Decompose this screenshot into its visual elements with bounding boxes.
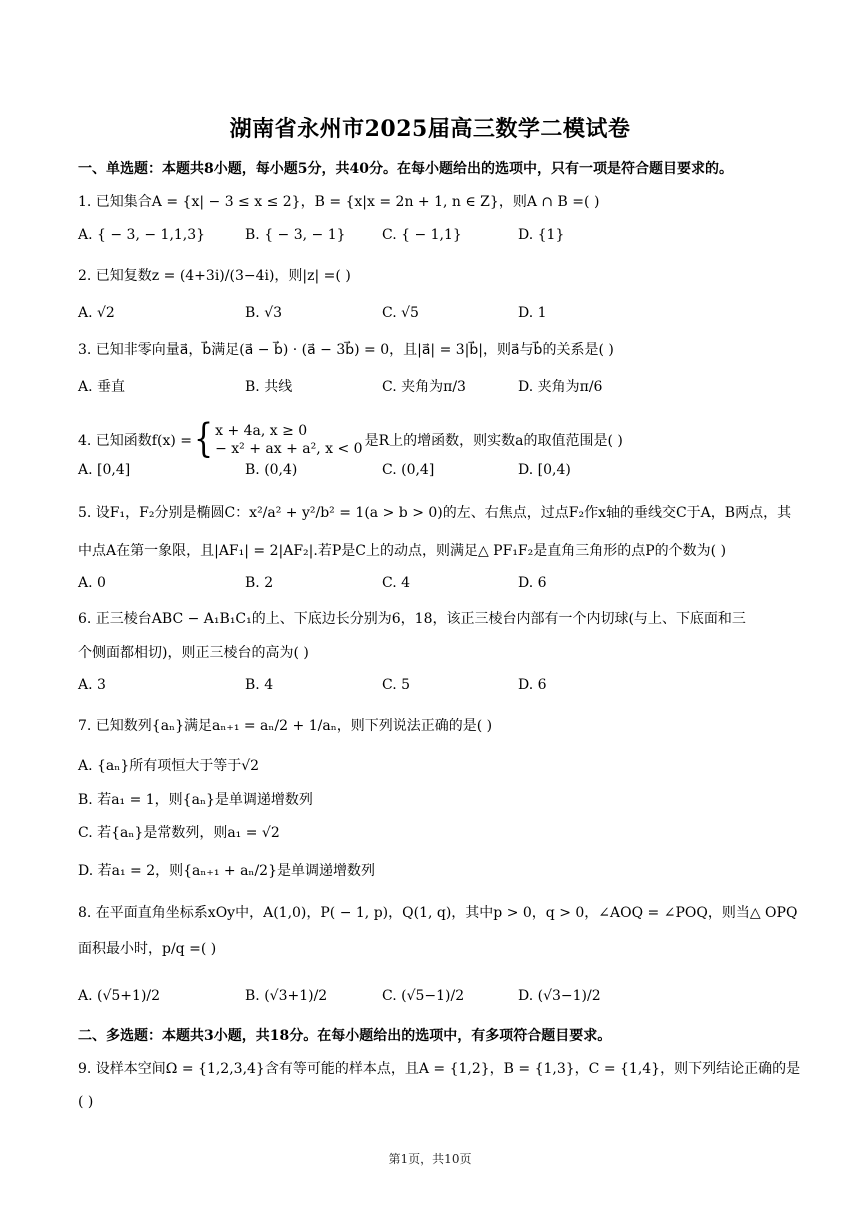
question-5-option-a: A. 0 xyxy=(78,575,106,591)
question-6-option-d: D. 6 xyxy=(518,677,547,693)
question-5-option-d: D. 6 xyxy=(518,575,547,591)
question-9-line-1: 9. 设样本空间Ω = {1,2,3,4}含有等可能的样本点，且A = {1,2}，B = {1,3}，C = {1,4}，则下列结论正确的是 xyxy=(78,1061,801,1077)
question-6-line-2: 个侧面都相切)，则正三棱台的高为( ) xyxy=(78,645,309,661)
question-1-option-d: D. {1} xyxy=(518,227,565,243)
question-3-option-c: C. 夹角为π/3 xyxy=(382,379,466,395)
question-6-option-c: C. 5 xyxy=(382,677,411,693)
page-footer: 第1页，共10页 xyxy=(388,1152,472,1166)
question-1-stem: 1. 已知集合A = {x| − 3 ≤ x ≤ 2}，B = {x|x = 2n + 1, n ∈ Z}，则A ∩ B =( ) xyxy=(78,194,600,210)
question-1-option-b: B. { − 3, − 1} xyxy=(245,227,346,243)
question-6-option-b: B. 4 xyxy=(245,677,274,693)
question-4-stem-prefix: 4. 已知函数f(x) = xyxy=(78,433,192,449)
question-3-stem: 3. 已知非零向量a⃗，b⃗满足(a⃗ − b⃗) · (a⃗ − 3b⃗) = 0，且|a⃗| = 3|b⃗|，则a⃗与b⃗的关系是( ) xyxy=(78,342,614,358)
question-4-option-a: A. [0,4] xyxy=(78,462,131,478)
question-8-line-2: 面积最小时，p/q =( ) xyxy=(78,941,217,957)
question-4-option-b: B. (0,4) xyxy=(245,462,298,478)
question-5-option-c: C. 4 xyxy=(382,575,411,591)
question-5-option-b: B. 2 xyxy=(245,575,274,591)
question-3-option-a: A. 垂直 xyxy=(78,379,126,395)
question-2-option-c: C. √5 xyxy=(382,305,419,321)
question-4-option-c: C. (0,4] xyxy=(382,462,435,478)
question-4-stem xyxy=(78,416,623,463)
question-8-option-b: B. (√3+1)/2 xyxy=(245,988,328,1004)
question-3-option-b: B. 共线 xyxy=(245,379,293,395)
page-title: 湖南省永州市2025届高三数学二模试卷 xyxy=(229,116,631,142)
piecewise-brace: { xyxy=(194,416,214,463)
question-6-option-a: A. 3 xyxy=(78,677,106,693)
question-2-stem: 2. 已知复数z = (4+3i)/(3−4i)，则|z| =( ) xyxy=(78,268,351,284)
question-5-line-2: 中点A在第一象限，且|AF₁| = 2|AF₂|.若P是C上的动点，则满足△ PF₁F₂是直角三角形的点P的个数为( ) xyxy=(78,543,727,559)
question-6-line-1: 6. 正三棱台ABC − A₁B₁C₁的上、下底边长分别为6，18，该正三棱台内部有一个内切球(与上、下底面和三 xyxy=(78,611,746,627)
question-7-stem: 7. 已知数列{aₙ}满足aₙ₊₁ = aₙ/2 + 1/aₙ，则下列说法正确的是( ) xyxy=(78,718,493,734)
question-4-stem-suffix: 是R上的增函数，则实数a的取值范围是( ) xyxy=(364,433,623,449)
question-2-option-a: A. √2 xyxy=(78,305,115,321)
question-8-option-a: A. (√5+1)/2 xyxy=(78,988,161,1004)
question-1-option-a: A. { − 3, − 1,1,3} xyxy=(78,227,206,243)
piecewise-case-1: x + 4a, x ≥ 0 xyxy=(215,423,308,439)
piecewise-cases xyxy=(215,422,363,458)
question-5-line-1: 5. 设F₁，F₂分别是椭圆C：x²/a² + y²/b² = 1(a > b > 0)的左、右焦点，过点F₂作x轴的垂线交C于A，B两点，其 xyxy=(78,505,792,521)
question-7-option-a: A. {aₙ}所有项恒大于等于√2 xyxy=(78,758,260,774)
question-8-line-1: 8. 在平面直角坐标系xOy中，A(1,0)，P( − 1, p)，Q(1, q)，其中p > 0，q > 0，∠AOQ = ∠POQ，则当△ OPQ xyxy=(78,905,798,921)
question-8-option-d: D. (√3−1)/2 xyxy=(518,988,601,1004)
question-1-option-c: C. { − 1,1} xyxy=(382,227,462,243)
question-9-line-2: ( ) xyxy=(78,1094,94,1110)
question-3-option-d: D. 夹角为π/6 xyxy=(518,379,603,395)
question-2-option-b: B. √3 xyxy=(245,305,283,321)
question-7-option-b: B. 若a₁ = 1，则{aₙ}是单调递增数列 xyxy=(78,792,313,808)
section-single-choice-header: 一、单选题：本题共8小题，每小题5分，共40分。在每小题给出的选项中，只有一项是符合题目要求的。 xyxy=(78,161,733,177)
question-7-option-d: D. 若a₁ = 2，则{aₙ₊₁ + aₙ/2}是单调递增数列 xyxy=(78,863,376,879)
question-4-option-d: D. [0,4) xyxy=(518,462,571,478)
question-8-option-c: C. (√5−1)/2 xyxy=(382,988,465,1004)
piecewise-case-2: − x² + ax + a², x < 0 xyxy=(215,441,363,457)
section-multiple-choice-header: 二、多选题：本题共3小题，共18分。在每小题给出的选项中，有多项符合题目要求。 xyxy=(78,1028,612,1044)
question-7-option-c: C. 若{aₙ}是常数列，则a₁ = √2 xyxy=(78,825,280,841)
question-2-option-d: D. 1 xyxy=(518,305,547,321)
